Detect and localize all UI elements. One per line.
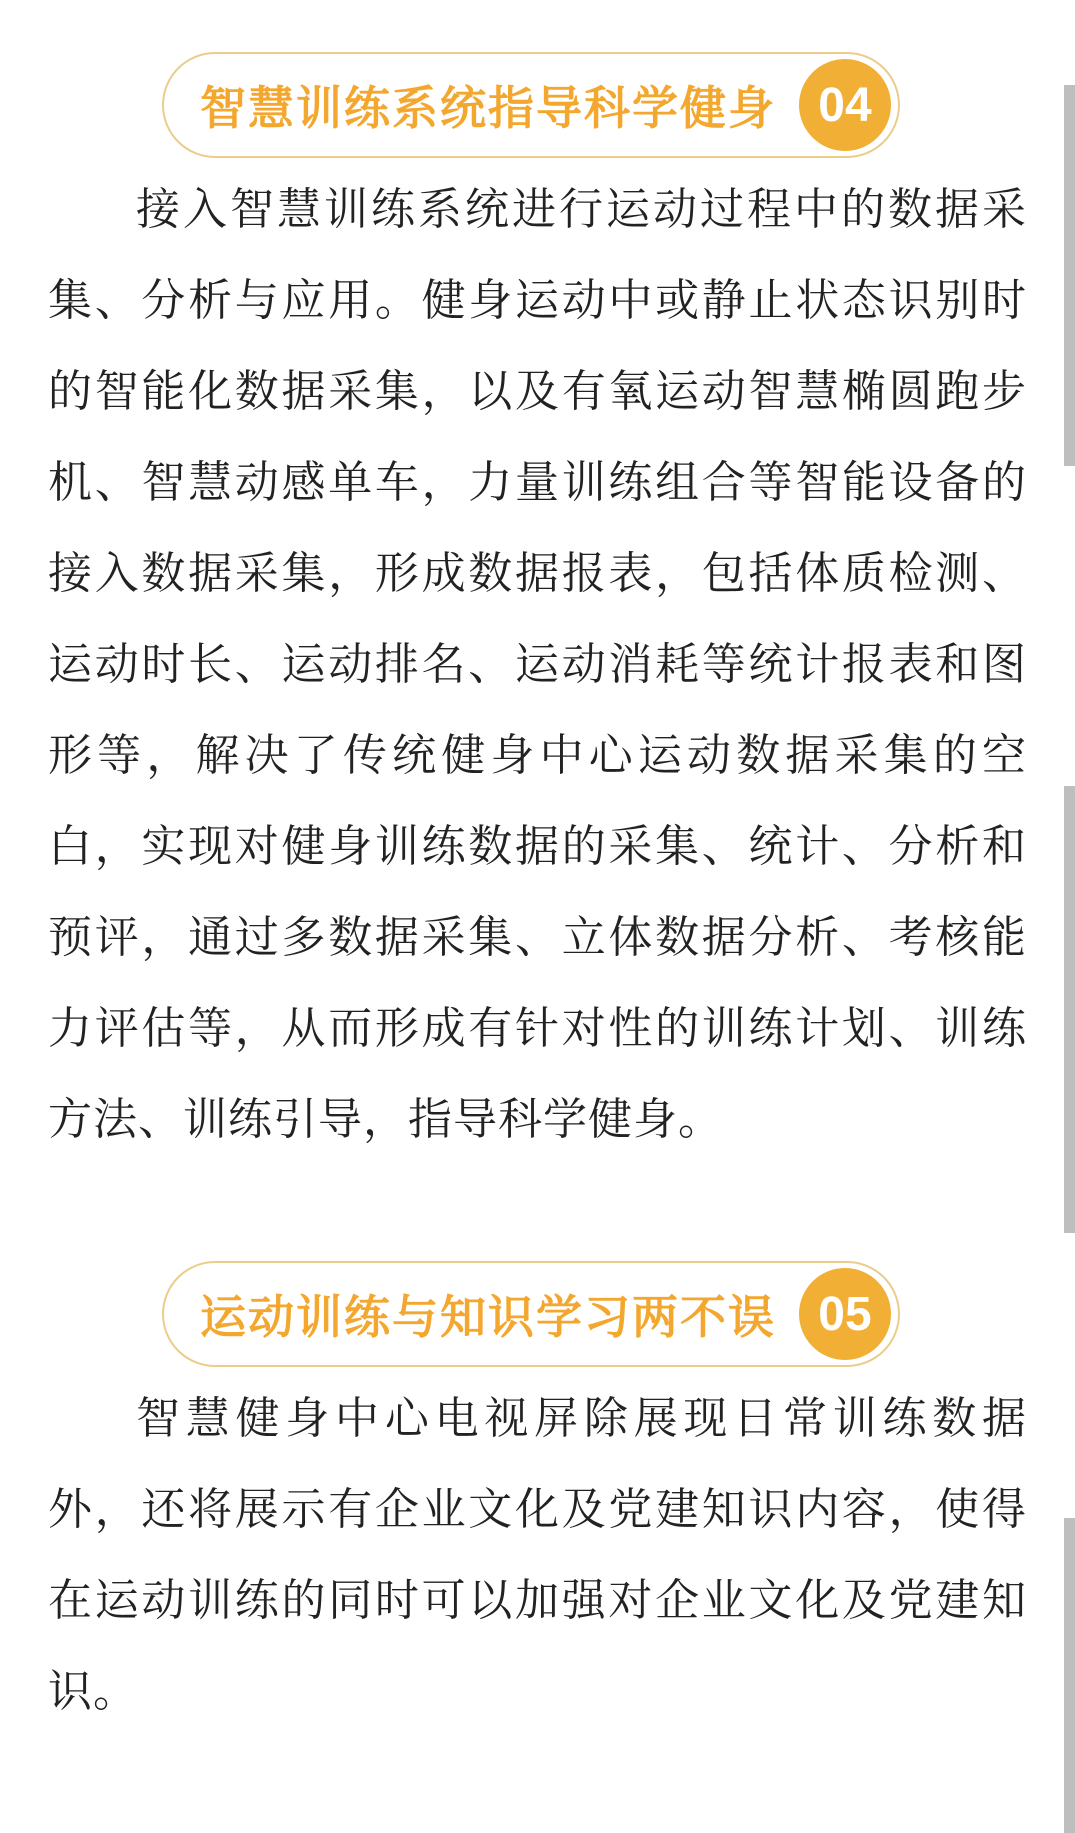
section-04-number-badge: 04 <box>799 59 891 151</box>
scrollbar-segment-middle[interactable] <box>1064 786 1075 1233</box>
section-04-title: 智慧训练系统指导科学健身 <box>200 82 776 134</box>
scrollbar-segment-bottom[interactable] <box>1064 1518 1075 1833</box>
section-05 <box>48 1261 1027 1737</box>
section-05-paragraph: 智慧健身中心电视屏除展现日常训练数据外，还将展示有企业文化及党建知识内容，使得在运动训练的同时可以加强对企业文化及党建知识。 <box>48 1394 1027 1716</box>
section-04-paragraph: 接入智慧训练系统进行运动过程中的数据采集、分析与应用。健身运动中或静止状态识别时的智能化数据采集，以及有氧运动智慧椭圆跑步机、智慧动感单车，力量训练组合等智能设备的接入数据采集，形成数据报表，包括体质检测、运动时长、运动排名、运动消耗等统计报表和图形等，解决了传统健身中心运动数据采集的空白，实现对健身训练数据的采集、统计、分析和预评，通过多数据采集、立体数据分析、考核能力评估等，从而形成有针对性的训练计划、训练方法、训练引导，指导科学健身。 <box>48 185 1027 1144</box>
section-04-header <box>162 52 900 158</box>
section-04 <box>48 52 1027 1165</box>
section-05-number-badge: 05 <box>799 1268 891 1360</box>
section-05-title: 运动训练与知识学习两不误 <box>200 1291 776 1343</box>
section-05-header <box>162 1261 900 1367</box>
scrollbar-segment-top[interactable] <box>1064 85 1075 466</box>
